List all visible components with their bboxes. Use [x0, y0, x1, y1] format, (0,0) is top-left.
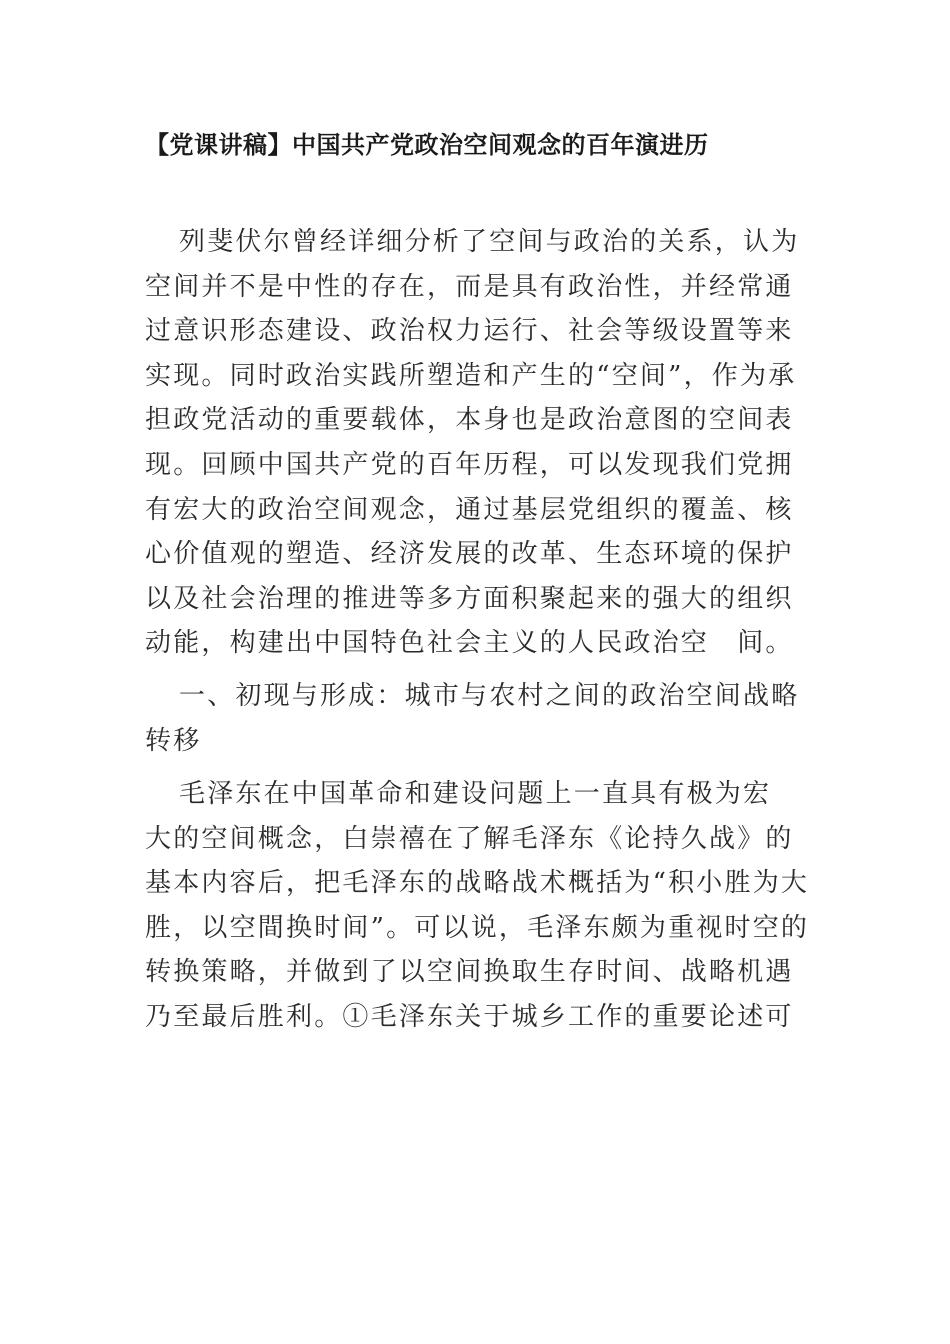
document-title: 【党课讲稿】中国共产党政治空间观念的百年演进历 [145, 131, 709, 159]
paragraph-line: 转换策略，并做到了以空间换取生存时间、战略机遇 [145, 957, 794, 988]
paragraph-line: 大的空间概念，白崇禧在了解毛泽东《论持久战》的 [145, 823, 794, 854]
paragraph-line: 以及社会治理的推进等多方面积聚起来的强大的组织 [145, 583, 794, 614]
paragraph-line: 担政党活动的重要载体，本身也是政治意图的空间表 [145, 405, 794, 436]
heading-line: 一、初现与形成：城市与农村之间的政治空间战略 [179, 681, 800, 711]
paragraph-line: 动能，构建出中国特色社会主义的人民政治空 间。 [145, 628, 794, 659]
paragraph-mao-strategy [145, 772, 810, 1040]
paragraph-line: 列斐伏尔曾经详细分析了空间与政治的关系，认为 [179, 227, 800, 257]
paragraph-intro [145, 220, 810, 666]
heading-line: 转移 [145, 725, 202, 756]
paragraph-line: 过意识形态建设、政治权力运行、社会等级设置等来 [145, 316, 794, 347]
paragraph-line: 空间并不是中性的存在，而是具有政治性，并经常通 [145, 271, 794, 302]
paragraph-line: 心价值观的塑造、经济发展的改革、生态环境的保护 [145, 539, 794, 570]
paragraph-line: 胜，以空間换时间”。可以说，毛泽东颇为重视时空的 [145, 912, 810, 943]
paragraph-line: 毛泽东在中国革命和建设问题上一直具有极为宏 [179, 779, 772, 809]
paragraph-line: 乃至最后胜利。①毛泽东关于城乡工作的重要论述可 [145, 1001, 794, 1032]
paragraph-line: 实现。同时政治实践所塑造和产生的“空间”，作为承 [145, 360, 797, 391]
paragraph-line: 有宏大的政治空间观念，通过基层党组织的覆盖、核 [145, 494, 794, 525]
section-heading-1 [145, 674, 810, 763]
paragraph-line: 基本内容后，把毛泽东的战略战术概括为“积小胜为大 [145, 868, 810, 899]
paragraph-line: 现。回顾中国共产党的百年历程，可以发现我们党拥 [145, 449, 794, 480]
